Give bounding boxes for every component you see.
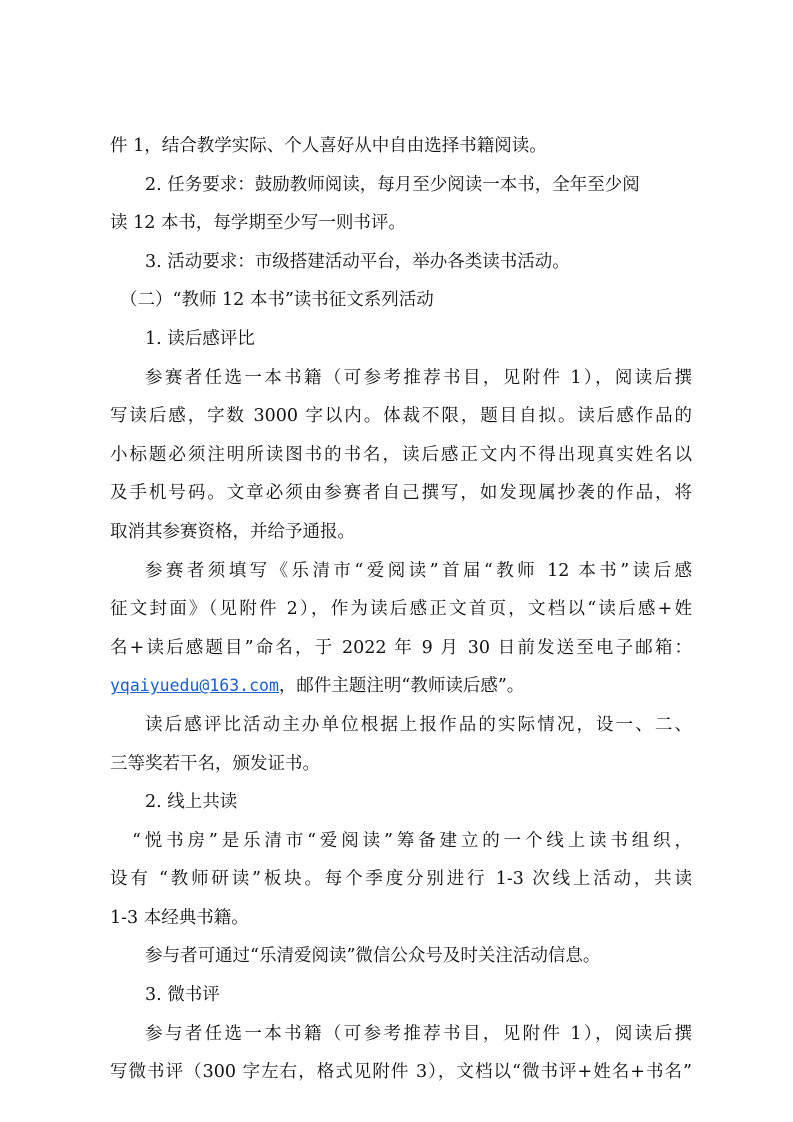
- section-heading: （二）“教师 12 本书”读书征文系列活动: [120, 290, 434, 311]
- body-line: “悦书房”是乐清市“爱阅读”筹备建立的一个线上读书组织，: [132, 830, 692, 851]
- body-line: 件 1，结合教学实际、个人喜好从中自由选择书籍阅读。: [110, 136, 547, 156]
- body-line: 三等奖若干名，颁发证书。: [110, 753, 320, 774]
- document-body: [110, 127, 692, 1092]
- subsection-heading: 3. 微书评: [145, 985, 220, 1006]
- body-line: 参赛者任选一本书籍（可参考推荐书目，见附件 1），阅读后撰: [145, 367, 692, 388]
- subsection-heading: 1. 读后感评比: [145, 328, 255, 349]
- body-line: 写读后感，字数 3000 字以内。体裁不限，题目自拟。读后感作品的: [110, 406, 692, 427]
- email-line-text: ，邮件主题注明“教师读后感”。: [278, 676, 525, 697]
- subsection-heading: 2. 线上共读: [145, 792, 238, 813]
- email-link[interactable]: yqaiyuedu@163.com: [110, 676, 279, 696]
- body-line: 设有 “教师研读”板块。每个季度分别进行 1-3 次线上活动，共读: [110, 869, 692, 890]
- body-line: 及手机号码。文章必须由参赛者自己撰写，如发现属抄袭的作品，将: [110, 483, 692, 504]
- body-line: 参与者任选一本书籍（可参考推荐书目，见附件 1），阅读后撰: [145, 1023, 692, 1044]
- body-line: 3. 活动要求：市级搭建活动平台，举办各类读书活动。: [145, 251, 570, 272]
- body-line: 参与者可通过“乐清爱阅读”微信公众号及时关注活动信息。: [145, 946, 601, 967]
- email-line: [110, 667, 692, 706]
- body-line: 2. 任务要求：鼓励教师阅读，每月至少阅读一本书，全年至少阅: [145, 174, 640, 195]
- body-line: 名+读后感题目”命名，于 2022 年 9 月 30 日前发送至电子邮箱：: [110, 637, 692, 658]
- body-line: 写微书评（300 字左右，格式见附件 3），文档以“微书评+姓名+书名”: [110, 1062, 692, 1083]
- body-line: 1-3 本经典书籍。: [110, 907, 249, 928]
- body-line: 征文封面》（见附件 2），作为读后感正文首页，文档以“读后感+姓: [110, 599, 692, 620]
- body-line: 读 12 本书，每学期至少写一则书评。: [110, 213, 406, 234]
- body-line: 参赛者须填写《乐清市“爱阅读”首届“教师 12 本书”读后感: [145, 560, 692, 581]
- body-line: 小标题必须注明所读图书的书名，读后感正文内不得出现真实姓名以: [110, 444, 692, 465]
- body-line: 读后感评比活动主办单位根据上报作品的实际情况，设一、二、: [145, 714, 692, 735]
- body-line: 取消其参赛资格，并给予通报。: [110, 521, 355, 542]
